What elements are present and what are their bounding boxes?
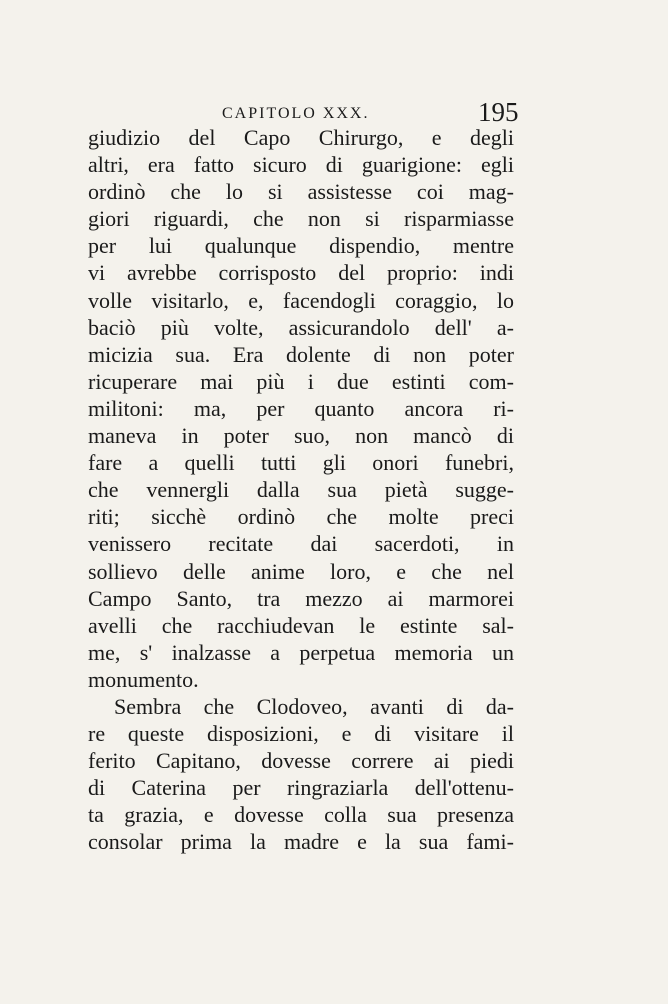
text-line: Campo Santo, tra mezzo ai marmorei — [88, 585, 514, 611]
text-line: venissero recitate dai sacerdoti, in — [88, 531, 514, 557]
page-number: 195 — [478, 97, 519, 127]
text-line: avelli che racchiudevan le estinte sal- — [88, 612, 514, 638]
body-text — [88, 124, 514, 856]
text-line: fare a quelli tutti gli onori funebri, — [88, 450, 514, 476]
text-line: consolar prima la madre e la sua fami- — [88, 829, 514, 855]
text-line: di Caterina per ringraziarla dell'ottenu- — [88, 775, 514, 801]
text-line: per lui qualunque dispendio, mentre — [88, 233, 514, 259]
text-line: ferito Capitano, dovesse correre ai piedi — [88, 748, 514, 774]
text-line: micizia sua. Era dolente di non poter — [88, 341, 514, 367]
text-line: che vennergli dalla sua pietà sugge- — [88, 477, 514, 503]
text-line: sollievo delle anime loro, e che nel — [88, 558, 514, 584]
text-line: me, s' inalzasse a perpetua memoria un — [88, 639, 514, 665]
text-line: riti; sicchè ordinò che molte preci — [88, 504, 514, 530]
text-line: altri, era fatto sicuro di guarigione: egli — [88, 152, 514, 178]
text-line: volle visitarlo, e, facendogli coraggio, lo — [88, 287, 514, 313]
text-line: ta grazia, e dovesse colla sua presenza — [88, 802, 514, 828]
paragraph-start-line: Sembra che Clodoveo, avanti di da- — [114, 693, 514, 719]
text-line: baciò più volte, assicurandolo dell' a- — [88, 314, 514, 340]
text-line: vi avrebbe corrisposto del proprio: indi — [88, 260, 514, 286]
text-line: re queste disposizioni, e di visitare il — [88, 721, 514, 747]
chapter-heading: CAPITOLO XXX. — [222, 105, 370, 122]
text-line: ricuperare mai più i due estinti com- — [88, 368, 514, 394]
text-line: maneva in poter suo, non mancò di — [88, 423, 514, 449]
text-line: militoni: ma, per quanto ancora ri- — [88, 395, 514, 421]
text-line: giudizio del Capo Chirurgo, e degli — [88, 125, 514, 150]
text-line: giori riguardi, che non si risparmiasse — [88, 206, 514, 232]
text-line: ordinò che lo si assistesse coi mag- — [88, 179, 514, 205]
paragraph-end-line: monumento. — [88, 666, 199, 692]
